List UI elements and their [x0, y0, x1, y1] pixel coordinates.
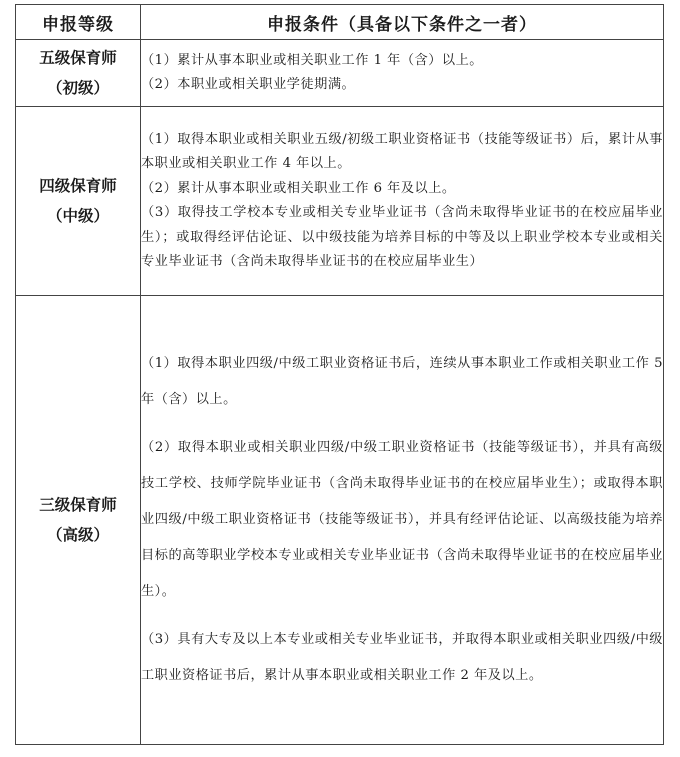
conditions-cell [141, 296, 664, 745]
document-body [15, 4, 663, 745]
table-row [16, 107, 664, 296]
conditions-cell [141, 107, 664, 296]
condition-item: （3）取得技工学校本专业或相关专业毕业证书（含尚未取得毕业证书的在校应届毕业生）；或取得经评估论证、以中级技能为培养目标的中等及以上职业学校本专业或相关专业毕业证书（含尚未取得毕业证书的在校应届毕业生） [141, 205, 663, 269]
condition-item: （1）累计从事本职业或相关职业工作 1 年（含）以上。 [141, 52, 483, 68]
level-cell [16, 107, 141, 296]
level-name: 四级保育师 [39, 177, 117, 195]
level-name: 三级保育师 [39, 496, 117, 514]
condition-item: （1）取得本职业或相关职业五级/初级工职业资格证书（技能等级证书）后，累计从事本职业或相关职业工作 4 年以上。 [141, 131, 663, 171]
level-grade: （初级） [46, 79, 109, 97]
header-level: 申报等级 [16, 5, 141, 40]
level-cell [16, 40, 141, 107]
level-name: 五级保育师 [39, 49, 117, 67]
condition-item: （3）具有大专及以上本专业或相关专业毕业证书，并取得本职业或相关职业四级/中级工职业资格证书后，累计从事本职业或相关职业工作 2 年及以上。 [141, 632, 663, 683]
level-grade: （高级） [46, 526, 109, 544]
condition-item: （2）本职业或相关职业学徒期满。 [141, 77, 356, 92]
condition-item: （2）累计从事本职业或相关职业工作 6 年及以上。 [141, 180, 456, 196]
requirements-table [15, 4, 664, 745]
table-row [16, 296, 664, 745]
level-cell [16, 296, 141, 745]
condition-item: （2）取得本职业或相关职业四级/中级工职业资格证书（技能等级证书），并具有高级技工学校、技师学院毕业证书（含尚未取得毕业证书的在校应届毕业生）；或取得本职业四级/中级工职业资格证书（技能等级证书），并具有经评估论证、以高级技能为培养目标的高等职业学校本专业或相关专业毕业证书（含尚未取得毕业证书的在校应届毕业生）。 [141, 440, 663, 599]
header-conditions: 申报条件（具备以下条件之一者） [141, 5, 664, 40]
table-header-row [16, 5, 664, 40]
table-row [16, 40, 664, 107]
level-grade: （中级） [46, 207, 109, 225]
conditions-cell [141, 40, 664, 107]
condition-item: （1）取得本职业四级/中级工职业资格证书后，连续从事本职业工作或相关职业工作 5 年（含）以上。 [141, 356, 663, 407]
